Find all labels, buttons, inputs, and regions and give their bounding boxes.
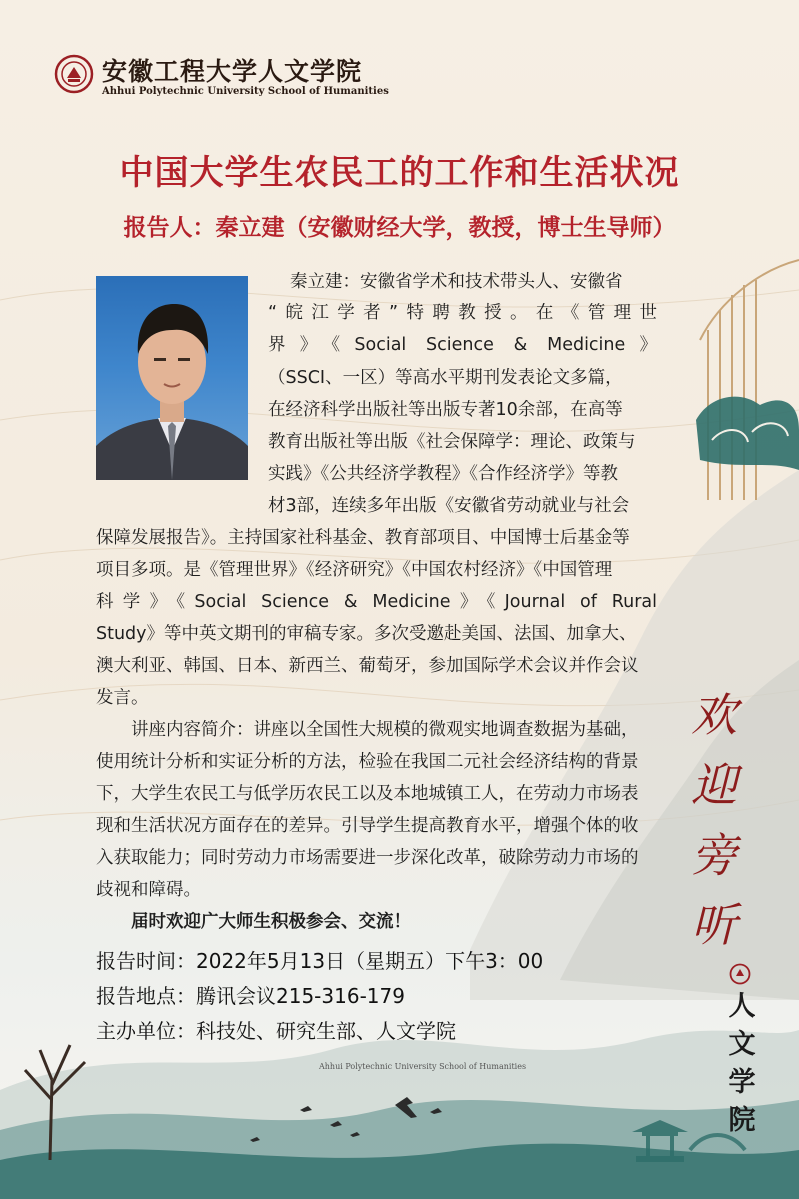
lecture-summary-line: 现和生活状况方面存在的差异。引导学生提高教育水平，增强个体的收: [96, 816, 639, 836]
lecture-summary-line: 讲座内容简介：讲座以全国性大规模的微观实地调查数据为基础，: [131, 720, 639, 740]
college-char: 院: [728, 1105, 756, 1136]
invitation-text: 届时欢迎广大师生积极参会、交流！: [131, 912, 411, 932]
bio-line: 实践》《公共经济学教程》《合作经济学》等教: [268, 464, 618, 484]
welcome-calligraphy: [684, 680, 744, 960]
school-seal-logo: [54, 54, 94, 94]
footer-school-name-en: Ahhui Polytechnic University School of Humanities: [319, 1062, 527, 1071]
bio-line: 澳大利亚、韩国、日本、新西兰、葡萄牙，参加国际学术会议并作会议: [96, 656, 639, 676]
lecture-summary-line: 使用统计分析和实证分析的方法，检验在我国二元社会经济结构的背景: [96, 752, 639, 772]
college-char: 学: [728, 1067, 756, 1098]
welcome-char: 听: [691, 898, 737, 952]
bio-line: Study》等中英文期刊的审稿专家。多次受邀赴美国、法国、加拿大、: [96, 624, 637, 644]
event-place: 报告地点：腾讯会议215-316-179: [96, 984, 405, 1008]
event-host: 主办单位：科技处、研究生部、人文学院: [96, 1019, 456, 1043]
bio-line: 在经济科学出版社等出版专著10余部，在高等: [268, 400, 623, 420]
bio-line: 秦立建：安徽省学术和技术带头人、安徽省: [290, 272, 623, 292]
school-name-en: Ahhui Polytechnic University School of Humanities: [102, 86, 389, 97]
school-name-cn: 安徽工程大学人文学院: [102, 57, 363, 86]
speaker-line: 报告人：秦立建（安徽财经大学，教授，博士生导师）: [123, 215, 676, 241]
college-char: 文: [728, 1029, 756, 1060]
speaker-photo: [96, 276, 248, 480]
bio-line: （SSCI、一区）等高水平期刊发表论文多篇，: [268, 368, 623, 388]
lecture-title: 中国大学生农民工的工作和生活状况: [119, 153, 680, 193]
college-name-vertical: [722, 988, 762, 1140]
bio-line: 界》《Social Science & Medicine》: [268, 335, 657, 355]
bio-line: 保障发展报告》。主持国家社科基金、教育部项目、中国博士后基金等: [96, 528, 630, 548]
lecture-summary-line: 下，大学生农民工与低学历农民工以及本地城镇工人，在劳动力市场表: [96, 784, 639, 804]
welcome-char: 迎: [691, 758, 737, 812]
lecture-summary-line: 入获取能力；同时劳动力市场需要进一步深化改革，破除劳动力市场的: [96, 848, 639, 868]
bio-line: 科学》《Social Science & Medicine》《Journal of Rural: [96, 592, 657, 612]
college-seal-icon: [729, 963, 751, 985]
bio-line: 教育出版社等出版《社会保障学：理论、政策与: [268, 432, 636, 452]
bio-line: 项目多项。是《管理世界》《经济研究》《中国农村经济》《中国管理: [96, 560, 613, 580]
college-char: 人: [728, 991, 756, 1022]
bio-line: 发言。: [96, 688, 149, 708]
bio-line: “皖江学者”特聘教授。在《管理世: [268, 303, 657, 323]
lecture-summary-line: 歧视和障碍。: [96, 880, 201, 900]
welcome-char: 欢: [691, 688, 737, 742]
bio-line: 材3部，连续多年出版《安徽省劳动就业与社会: [268, 496, 630, 516]
event-time: 报告时间：2022年5月13日（星期五）下午3：00: [96, 949, 544, 973]
welcome-char: 旁: [691, 828, 737, 882]
